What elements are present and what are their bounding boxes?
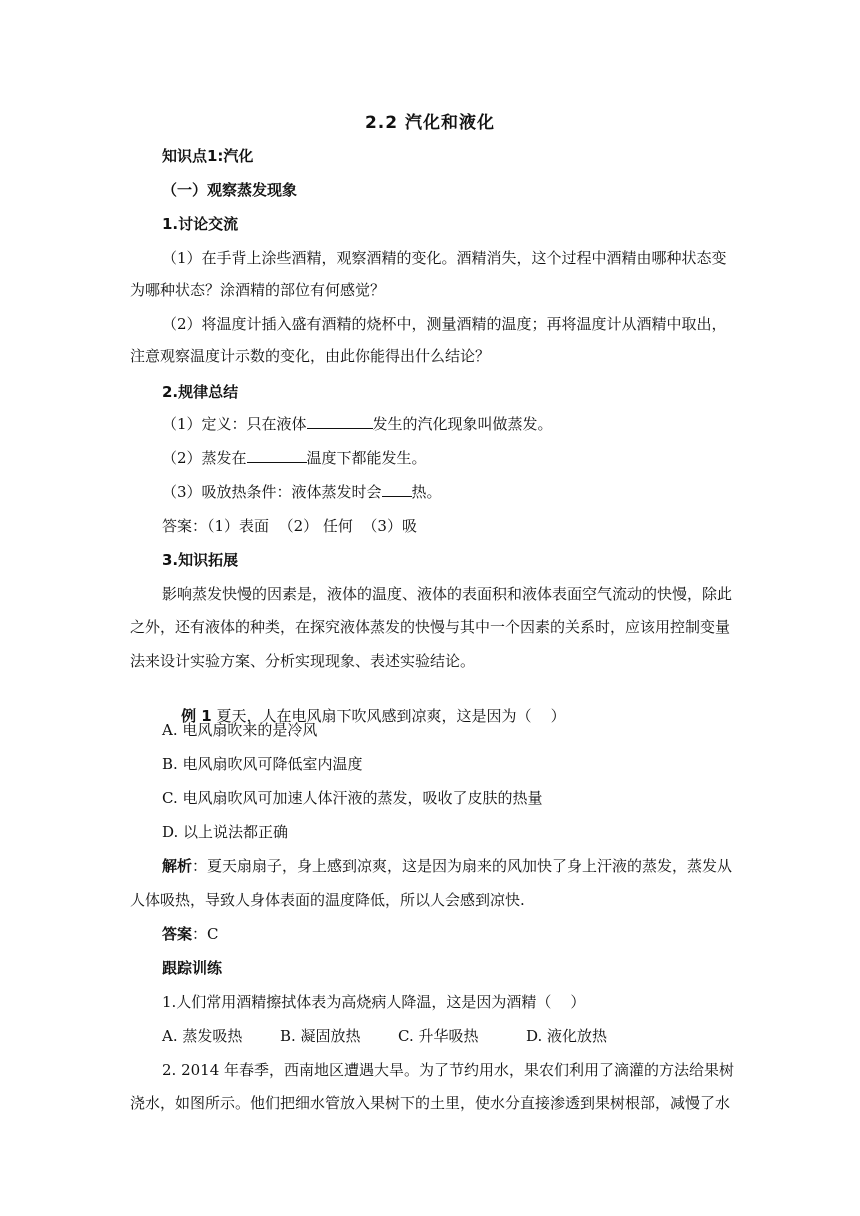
paragraph-line: 影响蒸发快慢的因素是，液体的温度、液体的表面积和液体表面空气流动的快慢，除此 <box>162 585 733 603</box>
practice-options <box>162 1026 607 1046</box>
option-c: C. 电风扇吹风可加速人体汗液的蒸发，吸收了皮肤的热量 <box>162 789 543 807</box>
option-b: B. 电风扇吹风可降低室内温度 <box>162 755 363 773</box>
analysis-line <box>162 856 732 876</box>
subheading-extension: 3.知识拓展 <box>162 551 239 569</box>
rule-temperature <box>162 448 427 468</box>
option-a: A. 电风扇吹来的是冷风 <box>162 721 318 739</box>
paragraph-line: （2）将温度计插入盛有酒精的烧杯中，测量酒精的温度；再将温度计从酒精中取出， <box>162 315 727 333</box>
rule-text: （2）蒸发在 <box>162 449 247 467</box>
practice-question-2-cont: 浇水，如图所示。他们把细水管放入果树下的土里，使水分直接渗透到果树根部，减慢了水 <box>130 1094 731 1112</box>
paragraph-line: 注意观察温度计示数的变化，由此你能得出什么结论？ <box>130 347 491 365</box>
paragraph-line: 为哪种状态？涂酒精的部位有何感觉？ <box>130 281 386 299</box>
answer-line <box>162 924 219 944</box>
fill-blank[interactable] <box>382 482 412 497</box>
option-a: A. 蒸发吸热 <box>162 1027 243 1045</box>
practice-question-2: 2. 2014 年春季，西南地区遭遇大旱。为了节约用水，果农们利用了滴灌的方法给果树 <box>162 1061 735 1079</box>
page-title: 2.2 汽化和液化 <box>364 113 496 133</box>
subheading-discussion: 1.讨论交流 <box>162 215 239 233</box>
option-b: B. 凝固放热 <box>280 1027 361 1045</box>
rule-text: 发生的汽化现象叫做蒸发。 <box>372 415 553 433</box>
analysis-line: 人体吸热，导致人身体表面的温度降低，所以人会感到凉快. <box>130 891 525 909</box>
rule-text: （3）吸放热条件：液体蒸发时会 <box>162 483 382 501</box>
subheading-practice: 跟踪训练 <box>162 959 223 977</box>
practice-question-1: 1.人们常用酒精擦拭体表为高烧病人降温，这是因为酒精（ ） <box>162 993 586 1011</box>
fill-blank[interactable] <box>307 414 373 429</box>
paragraph-line: 法来设计实验方案、分析实现现象、表述实验结论。 <box>130 652 476 670</box>
paragraph-line: （1）在手背上涂些酒精，观察酒精的变化。酒精消失，这个过程中酒精由哪种状态变 <box>162 249 727 267</box>
answer-line: 答案：（1）表面 （2） 任何 （3）吸 <box>162 517 417 535</box>
rule-definition <box>162 414 553 434</box>
example-text: 夏天，人在电风扇下吹风感到凉爽，这是因为（ ） <box>211 707 566 725</box>
analysis-label: 解析 <box>162 857 193 875</box>
fill-blank[interactable] <box>247 448 307 463</box>
subheading-summary: 2.规律总结 <box>162 383 239 401</box>
knowledge-point-heading: 知识点1:汽化 <box>162 147 254 165</box>
paragraph-line: 之外，还有液体的种类，在探究液体蒸发的快慢与其中一个因素的关系时，应该用控制变量 <box>130 618 731 636</box>
answer-value: ：C <box>192 925 219 943</box>
example-label: 例 1 <box>181 707 212 725</box>
rule-text: 温度下都能发生。 <box>306 449 427 467</box>
option-d: D. 液化放热 <box>526 1027 608 1045</box>
rule-text: （1）定义：只在液体 <box>162 415 307 433</box>
section-heading: （一）观察蒸发现象 <box>162 181 298 199</box>
option-d: D. 以上说法都正确 <box>162 823 289 841</box>
rule-text: 热。 <box>411 483 442 501</box>
option-c: C. 升华吸热 <box>398 1027 479 1045</box>
analysis-text: ：夏天扇扇子，身上感到凉爽，这是因为扇来的风加快了身上汗液的蒸发，蒸发从 <box>192 857 733 875</box>
answer-label: 答案 <box>162 925 193 943</box>
rule-heat <box>162 482 442 502</box>
